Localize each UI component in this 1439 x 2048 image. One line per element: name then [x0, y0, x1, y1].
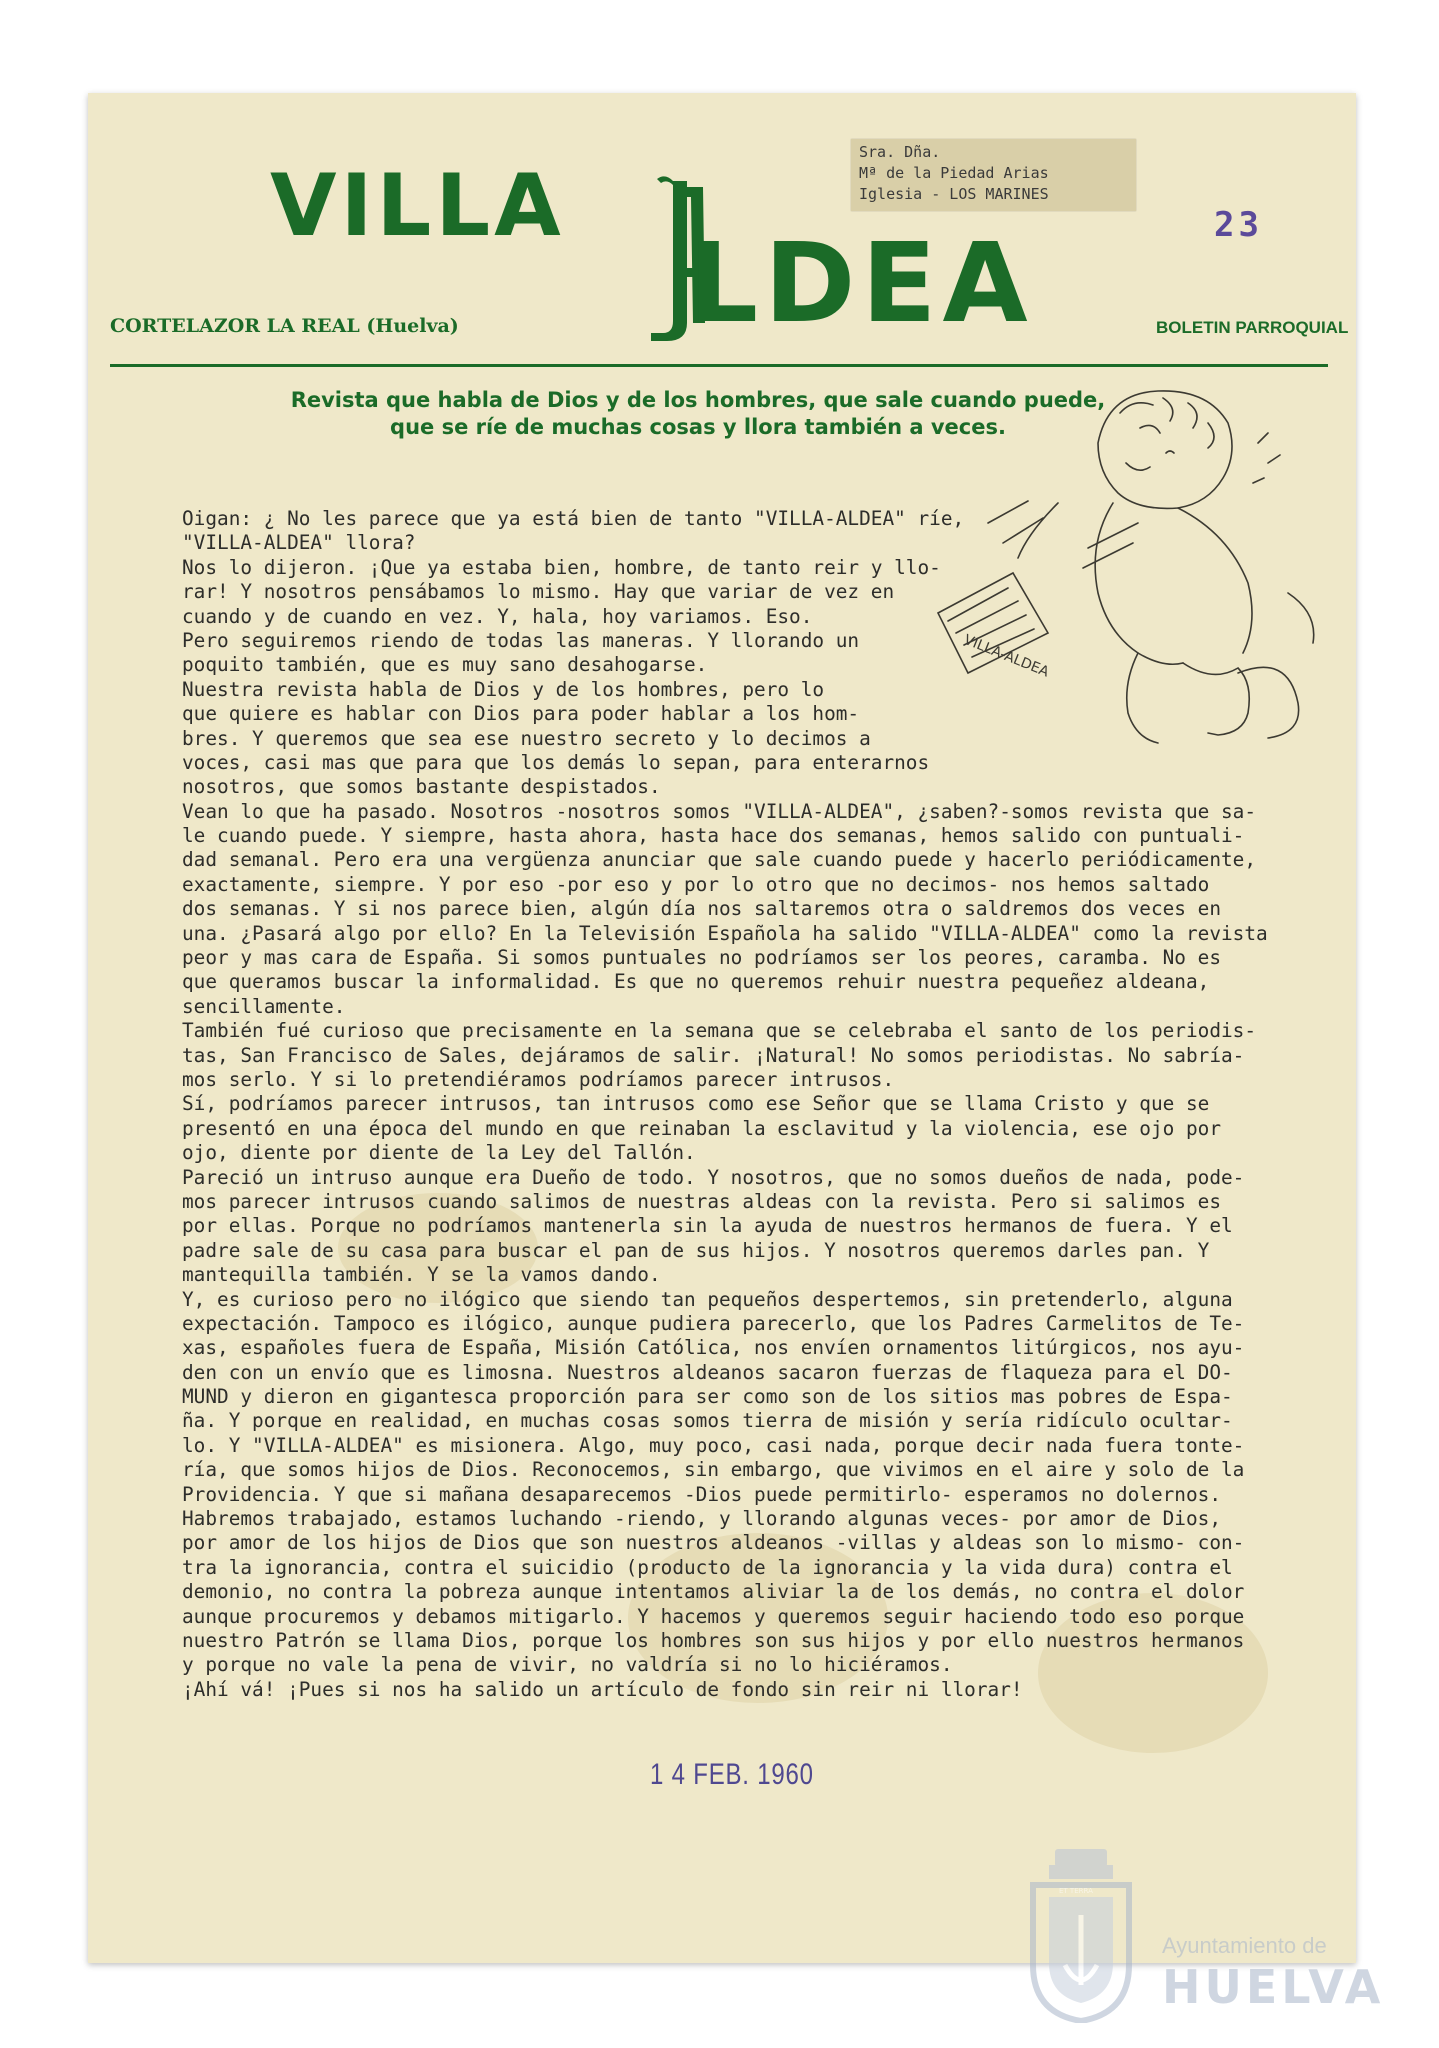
issue-number: 23 — [1214, 205, 1263, 245]
article-line: bres. Y queremos que sea ese nuestro secreto y lo decimos a — [182, 726, 871, 750]
article-line: mos parecer intrusos cuando salimos de nuestras aldeas con la revista. Pero si salimos es — [182, 1189, 1221, 1213]
article-line: Y, es curioso pero no ilógico que siendo tan pequeños despertemos, sin pretenderlo, alguna — [182, 1287, 1233, 1311]
article-line: Vean lo que ha pasado. Nosotros -nosotros somos "VILLA-ALDEA", ¿saben?-somos revista que sa- — [182, 799, 1257, 823]
drawing-caption: VILLA-ALDEA — [961, 631, 1052, 681]
article-line: nuestro Patrón se llama Dios, porque los hombres son sus hijos y por ello nuestros hermanos — [182, 1628, 1245, 1652]
article-line: Nos lo dijeron. ¡Que ya estaba bien, hombre, de tanto reir y llo- — [182, 555, 941, 579]
article-line: voces, casi mas que para que los demás lo sepan, para enterarnos — [182, 750, 930, 774]
article-line: tra la ignorancia, contra el suicidio (producto de la ignorancia y la vida dura) contra el — [182, 1555, 1233, 1579]
article-line: y porque no vale la pena de vivir, no valdría si no lo hiciéramos. — [182, 1653, 953, 1677]
article-line: una. ¿Pasará algo por ello? En la Televisión Española ha salido "VILLA-ALDEA" como la revista — [182, 921, 1268, 945]
masthead-title-aldea: LDEA — [688, 219, 1034, 347]
archive-watermark — [1025, 1845, 1385, 2025]
article-line: mos serlo. Y si lo pretendiéramos podríamos parecer intrusos. — [182, 1067, 895, 1091]
article-line: ojo, diente por diente de la Ley del Tallón. — [182, 1141, 696, 1165]
article-line: ría, que somos hijos de Dios. Reconocemos, sin embargo, que vivimos en el aire y solo de la — [182, 1458, 1245, 1482]
watermark-subtitle: Ayuntamiento de — [1162, 1933, 1327, 1958]
article-line: demonio, no contra la pobreza aunque intentamos aliviar la de los demás, no contra el dolor — [182, 1580, 1245, 1604]
article-line: mantequilla también. Y se la vamos dando. — [182, 1263, 661, 1287]
address-line: Iglesia - LOS MARINES — [859, 185, 1049, 203]
article-line: por amor de los hijos de Dios que son nuestros aldeanos -villas y aldeas son lo mismo- con- — [182, 1531, 1245, 1555]
watermark-title: HUELVA — [1162, 1960, 1385, 2014]
article-line: que queramos buscar la informalidad. Es que no queremos rehuir nuestra pequeñez aldeana, — [182, 970, 1210, 994]
article-line: peor y mas cara de España. Si somos puntuales no podríamos ser los peores, caramba. No es — [182, 946, 1221, 970]
article-line: que quiere es hablar con Dios para poder hablar a los hom- — [182, 702, 860, 726]
tagline-line: que se ríe de muchas cosas y llora también a veces. — [390, 415, 1006, 439]
article-line: "VILLA-ALDEA" llora? — [182, 531, 416, 555]
article-line: padre sale de su casa para buscar el pan de sus hijos. Y nosotros queremos darles pan. Y — [182, 1238, 1210, 1262]
article-line: rar! Y nosotros pensábamos lo mismo. Hay que variar de vez en — [182, 580, 895, 604]
article-line: xas, españoles fuera de España, Misión Católica, nos envíen ornamentos litúrgicos, nos ayu- — [182, 1336, 1245, 1360]
article-line: sencillamente. — [182, 994, 346, 1018]
article-line: Habremos trabajado, estamos luchando -riendo, y llorando algunas veces- por amor de Dios, — [182, 1507, 1221, 1531]
masthead-boletin: BOLETIN PARROQUIAL — [1156, 318, 1349, 337]
coat-of-arms-icon — [1025, 1845, 1137, 2023]
article-line: presentó en una época del mundo en que reinaban la esclavitud y la violencia, ese ojo por — [182, 1116, 1221, 1140]
article-line: expectación. Tampoco es ilógico, aunque pudiera parecerlo, que los Padres Carmelitos de Te- — [182, 1311, 1245, 1335]
article-line: ña. Y porque en realidad, en muchas cosas somos tierra de misión y sería ridículo ocultar- — [182, 1409, 1233, 1433]
address-label — [851, 139, 1136, 211]
article-line: cuando y de cuando en vez. Y, hala, hoy variamos. Eso. — [182, 604, 813, 628]
newsletter-page — [88, 93, 1356, 1963]
article-line: den con un envío que es limosna. Nuestros aldeanos sacaron fuerzas de flaqueza para el DO- — [182, 1360, 1233, 1384]
article-line: MUND y dieron en gigantesca proporción para ser como son de los sitios mas pobres de Espa- — [182, 1385, 1233, 1409]
article-line: exactamente, siempre. Y por eso -por eso y por lo otro que no decimos- nos hemos saltado — [182, 872, 1210, 896]
article-line: por ellas. Porque no podríamos mantenerla sin la ayuda de nuestros hermanos de fuera. Y el — [182, 1214, 1233, 1238]
article-line: Sí, podríamos parecer intrusos, tan intrusos como ese Señor que se llama Cristo y que se — [182, 1092, 1210, 1116]
article-line: lo. Y "VILLA-ALDEA" es misionera. Algo, muy poco, casi nada, porque decir nada fuera tonte- — [182, 1433, 1245, 1457]
address-line: Sra. Dña. — [859, 143, 941, 161]
article-line: Nuestra revista habla de Dios y de los hombres, pero lo — [182, 677, 825, 701]
article-line: nosotros, que somos bastante despistados. — [182, 775, 661, 799]
article-line: le cuando puede. Y siempre, hasta ahora, hasta hace dos semanas, hemos salido con puntuali- — [182, 824, 1245, 848]
article-line: ¡Ahí vá! ¡Pues si nos ha salido un artículo de fondo sin reir ni llorar! — [182, 1677, 1023, 1701]
watermark-shield-text: ET TERRA — [1059, 1887, 1093, 1895]
article-line: dad semanal. Pero era una vergüenza anunciar que sale cuando puede y hacerlo periódicamente, — [182, 848, 1257, 872]
masthead-title-villa: VILLA — [270, 156, 565, 256]
article-line: Providencia. Y que si mañana desaparecemos -Dios puede permitirlo- esperamos no dolernos. — [182, 1482, 1221, 1506]
address-line: Mª de la Piedad Arias — [859, 164, 1049, 182]
article-line: aunque procuremos y debamos mitigarlo. Y hacemos y queremos seguir haciendo todo eso porque — [182, 1604, 1245, 1628]
article-body — [182, 507, 1332, 1702]
tagline-line: Revista que habla de Dios y de los hombres, que sale cuando puede, — [290, 388, 1106, 412]
masthead-rule — [110, 364, 1328, 367]
date-stamp: 1 4 FEB. 1960 — [650, 1758, 814, 1791]
article-line: dos semanas. Y si nos parece bien, algún día nos saltaremos otra o saldremos dos veces en — [182, 897, 1221, 921]
article-line: tas, San Francisco de Sales, dejáramos de salir. ¡Natural! No somos periodistas. No sabría- — [182, 1043, 1245, 1067]
article-line: Oigan: ¿ No les parece que ya está bien de tanto "VILLA-ALDEA" ríe, — [182, 507, 965, 530]
article-line: También fué curioso que precisamente en la semana que se celebraba el santo de los periodis- — [182, 1019, 1257, 1043]
article-line: Pero seguiremos riendo de todas las maneras. Y llorando un — [182, 628, 860, 652]
article-line: poquito también, que es muy sano desahogarse. — [182, 653, 708, 677]
masthead-place: CORTELAZOR LA REAL (Huelva) — [110, 315, 459, 337]
article-line: Pareció un intruso aunque era Dueño de todo. Y nosotros, que no somos dueños de nada, pode- — [182, 1165, 1245, 1189]
